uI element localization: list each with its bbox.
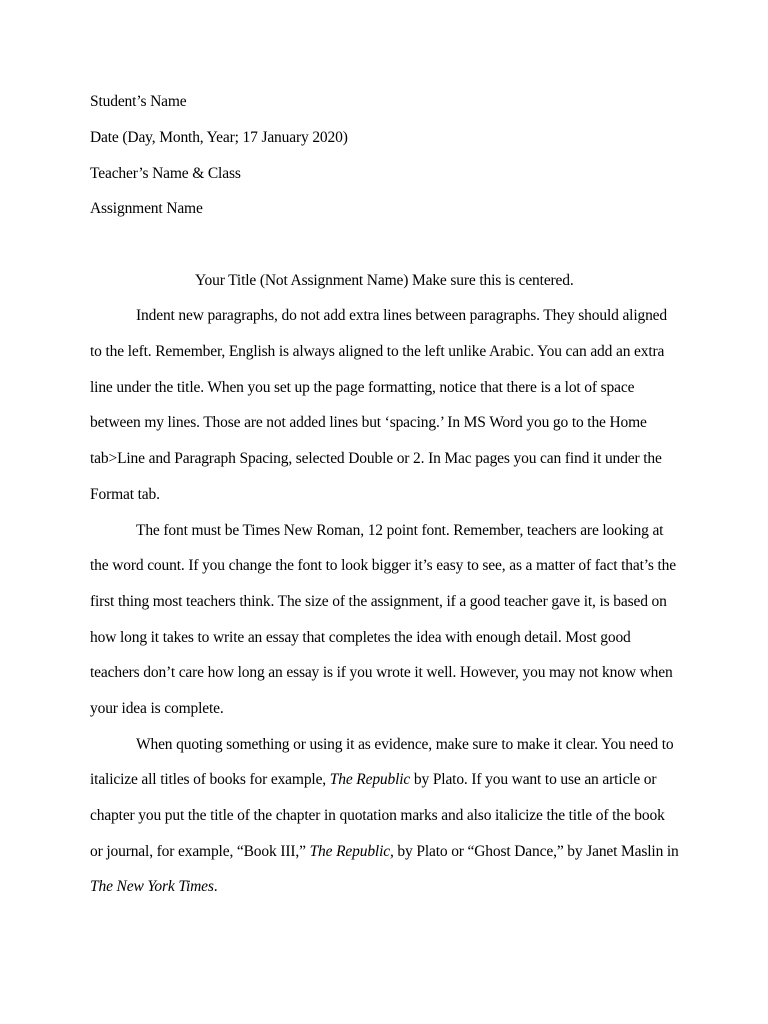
text-segment: by Plato. If you want to use an article or <box>410 771 657 788</box>
book-title: The Republic, <box>309 843 394 860</box>
paragraph-line: teachers don’t care how long an essay is if you wrote it well. However, you may not know when <box>90 664 673 681</box>
paragraph-line <box>90 770 656 790</box>
paragraph-line: tab>Line and Paragraph Spacing, selected Double or 2. In Mac pages you can find it under the <box>90 450 662 467</box>
paragraph-line: how long it takes to write an essay that completes the idea with enough detail. Most good <box>90 629 631 646</box>
text-segment: italicize all titles of books for example, <box>90 771 330 788</box>
paragraph-line: line under the title. When you set up the page formatting, notice that there is a lot of space <box>90 379 635 396</box>
journal-title: The New York Times <box>90 878 214 895</box>
paragraph-line <box>90 842 679 862</box>
book-title: The Republic <box>329 771 411 788</box>
assignment-name: Assignment Name <box>90 200 203 217</box>
paragraph-line: chapter you put the title of the chapter in quotation marks and also italicize the title of the book <box>90 807 665 824</box>
teacher-class: Teacher’s Name & Class <box>90 165 241 182</box>
paragraph-line: between my lines. Those are not added lines but ‘spacing.’ In MS Word you go to the Home <box>90 414 647 431</box>
paragraph-line: your idea is complete. <box>90 700 224 717</box>
paragraph-line: Format tab. <box>90 486 160 503</box>
student-name: Student’s Name <box>90 93 187 110</box>
text-segment: . <box>213 878 218 895</box>
text-segment: or journal, for example, “Book III,” <box>90 843 310 860</box>
paragraph-line: first thing most teachers think. The size of the assignment, if a good teacher gave it, is based on <box>90 593 667 610</box>
paragraph-line <box>90 877 218 897</box>
date-line: Date (Day, Month, Year; 17 January 2020) <box>90 129 348 146</box>
paragraph-line: to the left. Remember, English is always aligned to the left unlike Arabic. You can add an extra <box>90 343 665 360</box>
paragraph-line: Indent new paragraphs, do not add extra lines between paragraphs. They should aligned <box>136 307 668 324</box>
essay-title: Your Title (Not Assignment Name) Make sure this is centered. <box>195 272 574 289</box>
paragraph-line: The font must be Times New Roman, 12 point font. Remember, teachers are looking at <box>136 522 664 539</box>
paragraph-line: the word count. If you change the font to look bigger it’s easy to see, as a matter of fact that’s the <box>90 557 677 574</box>
paragraph-line: When quoting something or using it as evidence, make sure to make it clear. You need to <box>136 736 674 753</box>
text-segment: by Plato or “Ghost Dance,” by Janet Maslin in <box>393 843 679 860</box>
